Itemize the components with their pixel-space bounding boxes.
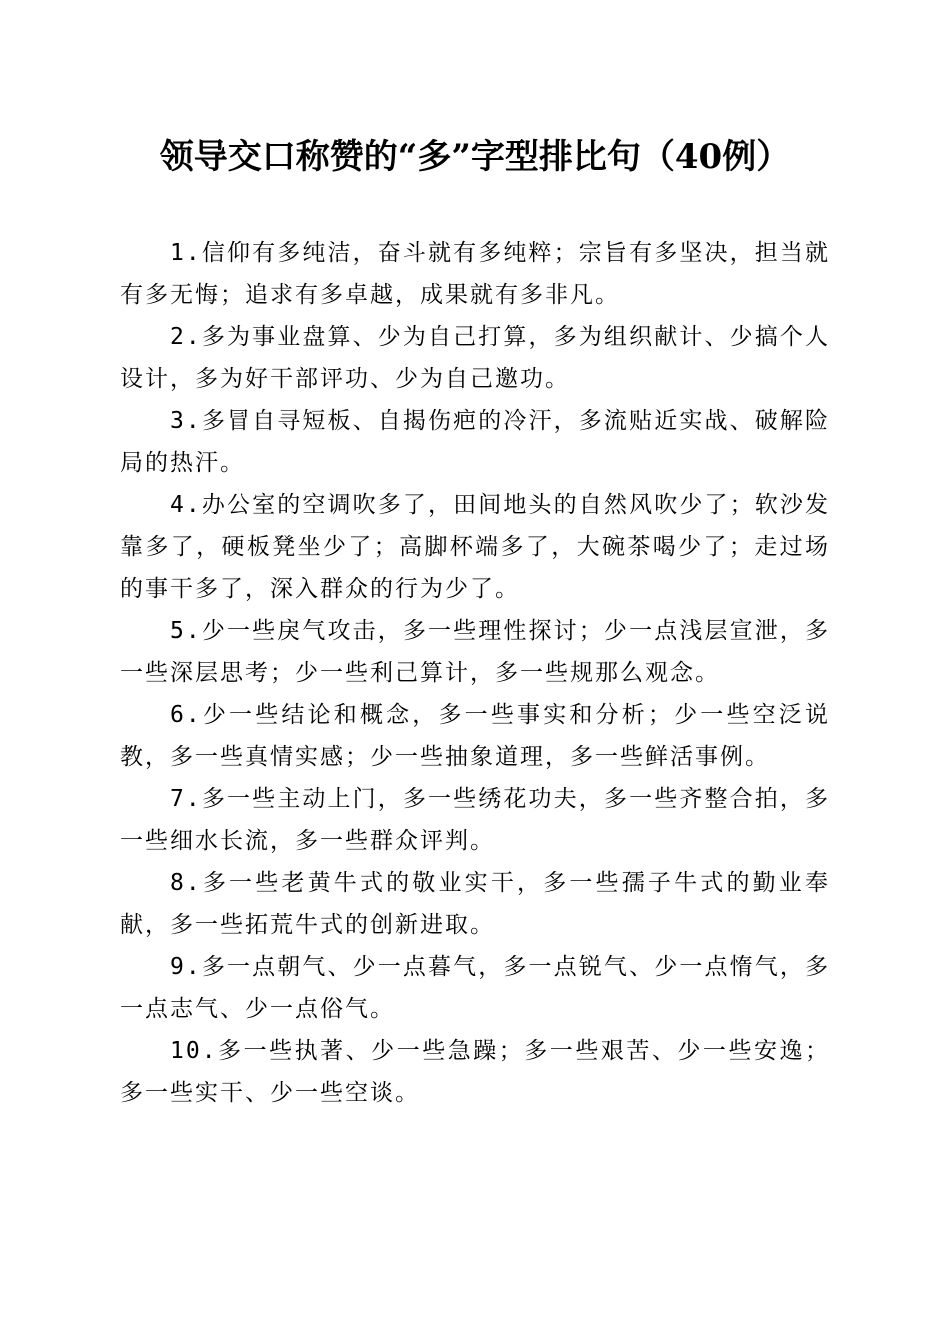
paragraph-1: 1.信仰有多纯洁，奋斗就有多纯粹；宗旨有多坚决，担当就有多无悔；追求有多卓越，成果就有多非凡。 bbox=[120, 240, 830, 308]
paragraph-2: 2.多为事业盘算、少为自己打算，多为组织献计、少搞个人设计，多为好干部评功、少为自己邀功。 bbox=[120, 324, 830, 392]
paragraph-9: 9.多一点朝气、少一点暮气，多一点锐气、少一点惰气，多一点志气、少一点俗气。 bbox=[120, 954, 830, 1022]
document-body bbox=[120, 232, 830, 1114]
paragraph-10: 10.多一些执著、少一些急躁；多一些艰苦、少一些安逸；多一些实干、少一些空谈。 bbox=[120, 1038, 830, 1106]
paragraph-7: 7.多一些主动上门，多一些绣花功夫，多一些齐整合拍，多一些细水长流，多一些群众评判。 bbox=[120, 786, 830, 854]
paragraph-5: 5.少一些戾气攻击，多一些理性探讨；少一点浅层宣泄，多一些深层思考；少一些利己算计，多一些规那么观念。 bbox=[120, 618, 830, 686]
paragraph-8: 8.多一些老黄牛式的敬业实干，多一些孺子牛式的勤业奉献，多一些拓荒牛式的创新进取。 bbox=[120, 870, 830, 938]
paragraph-6: 6.少一些结论和概念，多一些事实和分析；少一些空泛说教，多一些真情实感；少一些抽象道理，多一些鲜活事例。 bbox=[120, 702, 830, 770]
paragraph-4: 4.办公室的空调吹多了，田间地头的自然风吹少了；软沙发靠多了，硬板凳坐少了；高脚杯端多了，大碗茶喝少了；走过场的事干多了，深入群众的行为少了。 bbox=[120, 492, 830, 602]
paragraph-3: 3.多冒自寻短板、自揭伤疤的冷汗，多流贴近实战、破解险局的热汗。 bbox=[120, 408, 830, 476]
document-title: 领导交口称赞的“多”字型排比句（40例） bbox=[159, 137, 791, 177]
